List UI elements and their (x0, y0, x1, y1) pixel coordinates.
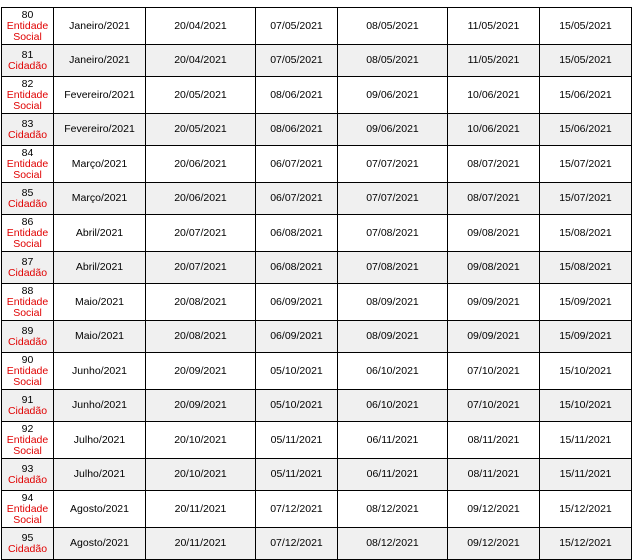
row-type-label: Cidadão (7, 128, 48, 141)
date-4-cell: 11/05/2021 (448, 45, 540, 77)
date-2-cell: 06/09/2021 (256, 284, 338, 321)
reference-month-cell: Maio/2021 (54, 321, 146, 353)
row-type-label: Entidade Social (6, 295, 49, 319)
table-row (2, 491, 632, 528)
table-row (2, 215, 632, 252)
date-5-cell: 15/06/2021 (540, 114, 632, 146)
row-id-cell (2, 528, 54, 560)
date-2-cell: 05/10/2021 (256, 353, 338, 390)
reference-month-cell: Abril/2021 (54, 252, 146, 284)
row-id-cell (2, 422, 54, 459)
row-type-label: Cidadão (7, 473, 48, 486)
row-id-cell (2, 353, 54, 390)
date-2-cell: 06/07/2021 (256, 146, 338, 183)
date-2-cell: 05/11/2021 (256, 459, 338, 491)
row-number: 87 (21, 255, 34, 268)
table-row (2, 252, 632, 284)
date-3-cell: 08/12/2021 (338, 491, 448, 528)
date-3-cell: 06/10/2021 (338, 390, 448, 422)
row-number: 85 (21, 186, 34, 199)
date-1-cell: 20/09/2021 (146, 353, 256, 390)
date-4-cell: 09/12/2021 (448, 491, 540, 528)
reference-month-cell: Fevereiro/2021 (54, 114, 146, 146)
row-id-cell (2, 45, 54, 77)
row-number: 88 (21, 284, 34, 297)
date-1-cell: 20/08/2021 (146, 284, 256, 321)
row-type-label: Entidade Social (6, 157, 49, 181)
reference-month-cell: Fevereiro/2021 (54, 77, 146, 114)
date-1-cell: 20/04/2021 (146, 45, 256, 77)
table-row (2, 8, 632, 45)
date-3-cell: 09/06/2021 (338, 114, 448, 146)
row-type-label: Cidadão (7, 542, 48, 555)
row-number: 86 (21, 215, 34, 228)
schedule-table-body (2, 8, 632, 560)
date-1-cell: 20/07/2021 (146, 215, 256, 252)
date-1-cell: 20/11/2021 (146, 491, 256, 528)
date-2-cell: 07/05/2021 (256, 45, 338, 77)
date-4-cell: 09/09/2021 (448, 321, 540, 353)
reference-month-cell: Junho/2021 (54, 353, 146, 390)
row-number: 81 (21, 48, 34, 61)
date-5-cell: 15/06/2021 (540, 77, 632, 114)
table-row (2, 422, 632, 459)
date-3-cell: 08/09/2021 (338, 321, 448, 353)
date-1-cell: 20/06/2021 (146, 183, 256, 215)
date-4-cell: 08/07/2021 (448, 146, 540, 183)
row-type-label: Entidade Social (6, 433, 49, 457)
reference-month-cell: Junho/2021 (54, 390, 146, 422)
date-5-cell: 15/10/2021 (540, 353, 632, 390)
row-number: 89 (21, 324, 34, 337)
date-5-cell: 15/07/2021 (540, 146, 632, 183)
row-number: 95 (21, 531, 34, 544)
table-row (2, 284, 632, 321)
row-id-cell (2, 77, 54, 114)
table-row (2, 146, 632, 183)
date-2-cell: 06/08/2021 (256, 252, 338, 284)
row-id-cell (2, 8, 54, 45)
table-row (2, 77, 632, 114)
date-5-cell: 15/08/2021 (540, 252, 632, 284)
row-id-cell (2, 215, 54, 252)
table-row (2, 528, 632, 560)
date-4-cell: 09/12/2021 (448, 528, 540, 560)
row-id-cell (2, 114, 54, 146)
date-4-cell: 10/06/2021 (448, 114, 540, 146)
date-1-cell: 20/06/2021 (146, 146, 256, 183)
date-5-cell: 15/05/2021 (540, 45, 632, 77)
row-type-label: Entidade Social (6, 88, 49, 112)
reference-month-cell: Março/2021 (54, 183, 146, 215)
date-4-cell: 08/11/2021 (448, 459, 540, 491)
row-id-cell (2, 183, 54, 215)
date-4-cell: 09/09/2021 (448, 284, 540, 321)
date-1-cell: 20/09/2021 (146, 390, 256, 422)
date-4-cell: 09/08/2021 (448, 252, 540, 284)
schedule-table (1, 7, 632, 560)
date-2-cell: 06/08/2021 (256, 215, 338, 252)
date-3-cell: 07/07/2021 (338, 146, 448, 183)
row-id-cell (2, 459, 54, 491)
row-number: 83 (21, 117, 34, 130)
row-id-cell (2, 146, 54, 183)
reference-month-cell: Agosto/2021 (54, 528, 146, 560)
reference-month-cell: Janeiro/2021 (54, 8, 146, 45)
row-type-label: Entidade Social (6, 19, 49, 43)
reference-month-cell: Janeiro/2021 (54, 45, 146, 77)
date-2-cell: 07/12/2021 (256, 491, 338, 528)
row-number: 80 (21, 8, 34, 21)
row-number: 90 (21, 353, 34, 366)
table-row (2, 321, 632, 353)
date-2-cell: 08/06/2021 (256, 77, 338, 114)
reference-month-cell: Março/2021 (54, 146, 146, 183)
date-1-cell: 20/07/2021 (146, 252, 256, 284)
table-row (2, 353, 632, 390)
row-number: 91 (21, 393, 34, 406)
date-1-cell: 20/05/2021 (146, 77, 256, 114)
date-2-cell: 08/06/2021 (256, 114, 338, 146)
date-1-cell: 20/04/2021 (146, 8, 256, 45)
date-2-cell: 06/07/2021 (256, 183, 338, 215)
row-id-cell (2, 321, 54, 353)
row-type-label: Cidadão (7, 59, 48, 72)
date-3-cell: 08/05/2021 (338, 45, 448, 77)
row-id-cell (2, 491, 54, 528)
date-2-cell: 06/09/2021 (256, 321, 338, 353)
row-type-label: Cidadão (7, 197, 48, 210)
date-3-cell: 07/07/2021 (338, 183, 448, 215)
date-1-cell: 20/10/2021 (146, 459, 256, 491)
date-3-cell: 07/08/2021 (338, 215, 448, 252)
date-4-cell: 10/06/2021 (448, 77, 540, 114)
reference-month-cell: Maio/2021 (54, 284, 146, 321)
row-type-label: Entidade Social (6, 364, 49, 388)
table-row (2, 459, 632, 491)
date-3-cell: 08/09/2021 (338, 284, 448, 321)
date-5-cell: 15/12/2021 (540, 528, 632, 560)
row-type-label: Cidadão (7, 266, 48, 279)
row-number: 94 (21, 491, 34, 504)
date-3-cell: 06/11/2021 (338, 459, 448, 491)
date-4-cell: 07/10/2021 (448, 353, 540, 390)
date-5-cell: 15/08/2021 (540, 215, 632, 252)
row-type-label: Entidade Social (6, 502, 49, 526)
date-5-cell: 15/12/2021 (540, 491, 632, 528)
row-number: 82 (21, 77, 34, 90)
date-5-cell: 15/05/2021 (540, 8, 632, 45)
date-5-cell: 15/09/2021 (540, 321, 632, 353)
date-4-cell: 08/07/2021 (448, 183, 540, 215)
date-2-cell: 07/12/2021 (256, 528, 338, 560)
row-id-cell (2, 390, 54, 422)
date-4-cell: 11/05/2021 (448, 8, 540, 45)
date-5-cell: 15/07/2021 (540, 183, 632, 215)
date-2-cell: 05/10/2021 (256, 390, 338, 422)
reference-month-cell: Julho/2021 (54, 459, 146, 491)
row-number: 84 (21, 146, 34, 159)
table-row (2, 45, 632, 77)
row-id-cell (2, 284, 54, 321)
row-number: 93 (21, 462, 34, 475)
date-3-cell: 08/05/2021 (338, 8, 448, 45)
table-row (2, 114, 632, 146)
date-5-cell: 15/11/2021 (540, 459, 632, 491)
reference-month-cell: Agosto/2021 (54, 491, 146, 528)
date-3-cell: 09/06/2021 (338, 77, 448, 114)
date-4-cell: 07/10/2021 (448, 390, 540, 422)
table-row (2, 183, 632, 215)
date-5-cell: 15/10/2021 (540, 390, 632, 422)
date-1-cell: 20/11/2021 (146, 528, 256, 560)
date-3-cell: 06/11/2021 (338, 422, 448, 459)
date-1-cell: 20/10/2021 (146, 422, 256, 459)
date-1-cell: 20/05/2021 (146, 114, 256, 146)
row-type-label: Cidadão (7, 335, 48, 348)
date-2-cell: 05/11/2021 (256, 422, 338, 459)
date-3-cell: 06/10/2021 (338, 353, 448, 390)
date-3-cell: 07/08/2021 (338, 252, 448, 284)
date-3-cell: 08/12/2021 (338, 528, 448, 560)
row-type-label: Cidadão (7, 404, 48, 417)
date-2-cell: 07/05/2021 (256, 8, 338, 45)
row-number: 92 (21, 422, 34, 435)
row-id-cell (2, 252, 54, 284)
row-type-label: Entidade Social (6, 226, 49, 250)
date-5-cell: 15/09/2021 (540, 284, 632, 321)
reference-month-cell: Julho/2021 (54, 422, 146, 459)
reference-month-cell: Abril/2021 (54, 215, 146, 252)
date-4-cell: 08/11/2021 (448, 422, 540, 459)
table-row (2, 390, 632, 422)
date-4-cell: 09/08/2021 (448, 215, 540, 252)
date-1-cell: 20/08/2021 (146, 321, 256, 353)
date-5-cell: 15/11/2021 (540, 422, 632, 459)
